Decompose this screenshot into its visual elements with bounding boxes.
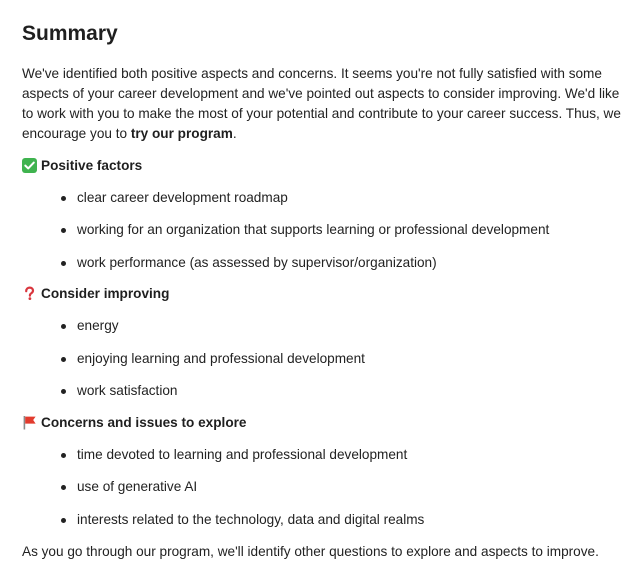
list-item [60, 349, 630, 369]
bullet-icon [61, 196, 66, 201]
list-item-text: energy [77, 318, 119, 333]
consider-improving-heading [22, 284, 630, 304]
list-item-text: interests related to the technology, data and digital realms [77, 511, 425, 527]
list-item [60, 445, 630, 465]
bullet-icon [61, 389, 66, 394]
list-item [60, 253, 630, 273]
list-item [60, 220, 630, 240]
red-flag-icon [22, 415, 37, 430]
bullet-icon [61, 485, 66, 490]
list-item [60, 188, 630, 208]
intro-text: We've identified both positive aspects and concerns. It seems you're not fully satisfied with some aspects of your career development and we've pointed out aspects to consider improving. We'd like to work with you to make the most of your potential and contribute to your career success. Thus, we encourage you to [22, 66, 621, 141]
check-mark-icon [22, 158, 37, 173]
section-heading-label: Consider improving [41, 286, 170, 301]
section-heading-label: Positive factors [41, 157, 143, 173]
positive-factors-list [22, 188, 630, 273]
list-item [60, 316, 630, 336]
list-item-text: working for an organization that supports learning or professional development [77, 222, 550, 237]
list-item-text: use of generative AI [77, 479, 198, 494]
list-item [60, 510, 630, 530]
page-title: Summary [22, 22, 118, 45]
list-item [60, 477, 630, 497]
bullet-icon [61, 228, 66, 233]
bullet-icon [61, 357, 66, 362]
bullet-icon [61, 324, 66, 329]
positive-factors-heading [22, 155, 630, 175]
list-item-text: enjoying learning and professional development [77, 350, 365, 366]
consider-improving-list [22, 316, 630, 401]
list-item-text: work performance (as assessed by supervisor/organization) [77, 254, 437, 270]
bullet-icon [61, 518, 66, 523]
list-item-text: clear career development roadmap [77, 189, 288, 205]
list-item-text: time devoted to learning and professional development [77, 446, 408, 462]
intro-paragraph [22, 64, 630, 144]
closing-paragraph: As you go through our program, we'll identify other questions to explore and aspects to improve. [22, 543, 599, 559]
intro-emphasis: try our program [130, 126, 233, 141]
intro-end: . [232, 126, 237, 141]
bullet-icon [61, 453, 66, 458]
concerns-list [22, 445, 630, 530]
bullet-icon [61, 261, 66, 266]
list-item [60, 381, 630, 401]
list-item-text: work satisfaction [77, 383, 178, 398]
section-heading-label: Concerns and issues to explore [41, 414, 247, 430]
question-mark-icon [22, 286, 37, 301]
concerns-heading [22, 412, 630, 432]
